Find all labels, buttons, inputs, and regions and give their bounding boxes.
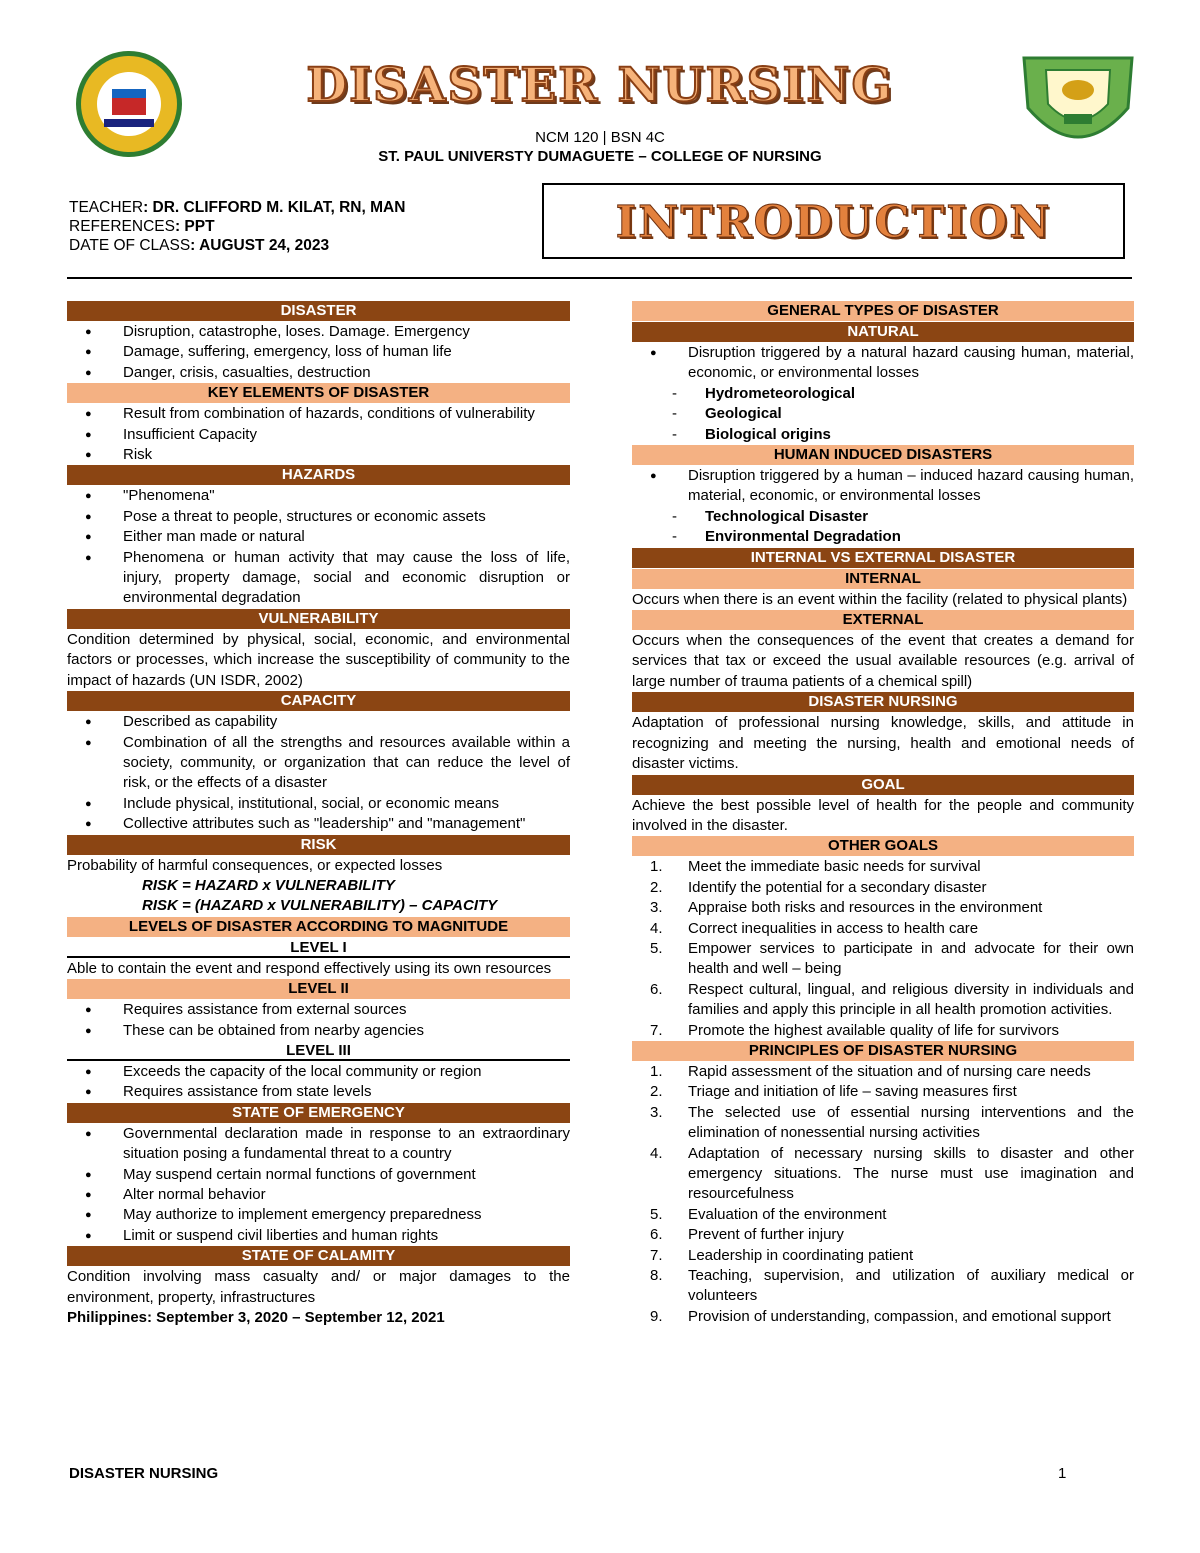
goal-text: Achieve the best possible level of health for the people and community involved in the disaster. <box>632 796 1134 834</box>
list-item: 5. Evaluation of the environment <box>650 1205 887 1223</box>
date-value: AUGUST 24, 2023 <box>199 237 330 254</box>
list-item: 5. Empower services to participate in and advocate for their own health and well – being <box>650 939 1134 978</box>
natural-subtype: - Hydrometeorological <box>632 384 1134 404</box>
human-induced-list <box>632 466 1134 507</box>
list-item: ● Exceeds the capacity of the local community or region <box>67 1062 570 1082</box>
list-item: ● Collective attributes such as "leadership" and "management" <box>67 814 570 834</box>
list-item: ● Phenomena or human activity that may cause the loss of life, injury, property damage, social and economic disruption or environmental degradation <box>67 548 570 609</box>
list-item: ● May authorize to implement emergency preparedness <box>67 1205 570 1225</box>
list-item: ● Risk <box>67 445 570 465</box>
internal-heading: INTERNAL <box>632 569 1134 589</box>
vulnerability-text: Condition determined by physical, social, economic, and environmental factors or processes, which increase the susceptibility of community to the impact of hazards (UN ISDR, 2002) <box>67 630 570 689</box>
section-heading-capacity: CAPACITY <box>67 691 570 711</box>
list-item: ● "Phenomena" <box>67 486 570 506</box>
list-item: ● These can be obtained from nearby agencies <box>67 1021 570 1041</box>
page-number: 1 <box>1058 1465 1067 1482</box>
section-heading-internal-external: INTERNAL VS EXTERNAL DISASTER <box>632 548 1134 568</box>
list-item: ● Disruption, catastrophe, loses. Damage. Emergency <box>67 322 570 342</box>
list-item: 3. The selected use of essential nursing interventions and the elimination of nonessential nursing activities <box>650 1103 1134 1142</box>
level-3-heading: LEVEL III <box>67 1041 570 1061</box>
section-heading-hazards: HAZARDS <box>67 465 570 485</box>
left-column <box>67 301 570 1328</box>
section-heading-goal: GOAL <box>632 775 1134 795</box>
principles-list <box>632 1062 1134 1327</box>
class-info: TEACHER: DR. CLIFFORD M. KILAT, RN, MAN REFERENCES: PPT DATE OF CLASS: AUGUST 24, 2023 <box>69 199 406 254</box>
list-item: 2. Triage and initiation of life – saving measures first <box>650 1083 1017 1101</box>
section-heading-disaster-nursing: DISASTER NURSING <box>632 692 1134 712</box>
header-divider <box>67 277 1132 279</box>
key-elements-list <box>67 404 570 465</box>
risk-text: Probability of harmful consequences, or expected losses <box>67 856 443 874</box>
list-item: ● Include physical, institutional, social, or economic means <box>67 794 570 814</box>
calamity-text: Condition involving mass casualty and/ or major damages to the environment, property, infrastructures <box>67 1268 570 1306</box>
introduction-banner <box>542 183 1125 259</box>
other-goals-list <box>632 857 1134 1041</box>
list-item: ● Either man made or natural <box>67 527 570 547</box>
section-heading-levels: LEVELS OF DISASTER ACCORDING TO MAGNITUDE <box>67 917 570 937</box>
references-value: PPT <box>184 218 215 235</box>
list-item: ● May suspend certain normal functions of government <box>67 1165 570 1185</box>
introduction-title: INTRODUCTION <box>615 197 1052 248</box>
section-heading-risk: RISK <box>67 835 570 855</box>
right-column <box>632 301 1134 1327</box>
list-item: ● Combination of all the strengths and resources available within a society, community, or organization that can reduce the level of risk, or the effects of a disaster <box>67 733 570 794</box>
list-item: 7. Promote the highest available quality of life for survivors <box>650 1021 1060 1039</box>
list-item: ● Requires assistance from external sources <box>67 1000 570 1020</box>
date-label: DATE OF CLASS <box>69 237 191 254</box>
human-subtype: - Technological Disaster <box>632 507 1134 527</box>
list-item: 8. Teaching, supervision, and utilization of auxiliary medical or volunteers <box>650 1267 1134 1305</box>
hazards-list <box>67 486 570 608</box>
internal-text: Occurs when there is an event within the facility (related to physical plants) <box>632 590 1128 608</box>
list-item: ● Disruption triggered by a natural hazard causing human, material, economic, or environmental losses <box>632 343 1134 384</box>
section-heading-other-goals: OTHER GOALS <box>632 836 1134 856</box>
level-3-list <box>67 1062 570 1103</box>
course-subtitle: NCM 120 | BSN 4C <box>535 129 665 146</box>
list-item: 6. Respect cultural, lingual, and religious diversity in individuals and families and apply this principle in all health promotion activities. <box>650 980 1134 1019</box>
list-item: 2. Identify the potential for a secondary disaster <box>650 878 987 896</box>
list-item: ● Danger, crisis, casualties, destruction <box>67 363 570 383</box>
references-label: REFERENCES <box>69 218 175 235</box>
list-item: ● Requires assistance from state levels <box>67 1082 570 1102</box>
level-2-heading: LEVEL II <box>67 979 570 999</box>
list-item: ● Described as capability <box>67 712 570 732</box>
list-item: ● Result from combination of hazards, conditions of vulnerability <box>67 404 570 424</box>
natural-heading: NATURAL <box>632 322 1134 342</box>
school-name: ST. PAUL UNIVERSTY DUMAGUETE – COLLEGE OF NURSING <box>378 148 822 165</box>
natural-subtype: - Biological origins <box>632 425 1134 445</box>
document-title: DISASTER NURSING <box>306 58 894 113</box>
section-heading-vulnerability: VULNERABILITY <box>67 609 570 629</box>
list-item: 9. Provision of understanding, compassion, and emotional support <box>650 1307 1111 1325</box>
natural-list <box>632 343 1134 384</box>
capacity-list <box>67 712 570 834</box>
level-1-text: Able to contain the event and respond effectively using its own resources <box>67 959 552 977</box>
disaster-list <box>67 322 570 383</box>
disaster-nursing-text: Adaptation of professional nursing knowledge, skills, and attitude in recognizing and meeting the nursing, health and emotional needs of disaster victims. <box>632 714 1134 773</box>
section-heading-principles: PRINCIPLES OF DISASTER NURSING <box>632 1041 1134 1061</box>
list-item: 4. Correct inequalities in access to health care <box>650 919 979 937</box>
list-item: ● Alter normal behavior <box>67 1185 570 1205</box>
list-item: 1. Rapid assessment of the situation and of nursing care needs <box>650 1062 1091 1080</box>
section-heading-calamity: STATE OF CALAMITY <box>67 1246 570 1266</box>
section-heading-key-elements: KEY ELEMENTS OF DISASTER <box>67 383 570 403</box>
section-heading-disaster: DISASTER <box>67 301 570 321</box>
list-item: 1. Meet the immediate basic needs for survival <box>650 858 981 876</box>
natural-subtype: - Geological <box>632 404 1134 424</box>
list-item: ● Pose a threat to people, structures or economic assets <box>67 507 570 527</box>
list-item: 4. Adaptation of necessary nursing skills to disaster and other emergency situations. The nurse must use imagination and resourcefulness <box>650 1144 1134 1203</box>
human-induced-heading: HUMAN INDUCED DISASTERS <box>632 445 1134 465</box>
calamity-note: Philippines: September 3, 2020 – September 12, 2021 <box>67 1309 445 1327</box>
section-heading-emergency: STATE OF EMERGENCY <box>67 1103 570 1123</box>
section-heading-general-types: GENERAL TYPES OF DISASTER <box>632 301 1134 321</box>
external-text: Occurs when the consequences of the event that creates a demand for services that tax or exceed the usual available resources (e.g. arrival of large number of trauma patients of a chemical spill) <box>632 632 1134 690</box>
level-2-list <box>67 1000 570 1041</box>
external-heading: EXTERNAL <box>632 610 1134 630</box>
list-item: 7. Leadership in coordinating patient <box>650 1246 914 1264</box>
list-item: ● Insufficient Capacity <box>67 425 570 445</box>
list-item: 3. Appraise both risks and resources in the environment <box>650 899 1043 917</box>
risk-formula-2: RISK = (HAZARD x VULNERABILITY) – CAPACITY <box>142 897 498 915</box>
list-item: ● Damage, suffering, emergency, loss of human life <box>67 342 570 362</box>
risk-formula-1: RISK = HAZARD x VULNERABILITY <box>142 876 395 894</box>
level-1-heading: LEVEL I <box>67 938 570 958</box>
teacher-label: TEACHER <box>69 199 144 216</box>
list-item: ● Limit or suspend civil liberties and human rights <box>67 1226 570 1246</box>
teacher-value: DR. CLIFFORD M. KILAT, RN, MAN <box>152 199 406 216</box>
footer-title: DISASTER NURSING <box>69 1465 219 1482</box>
human-subtype: - Environmental Degradation <box>632 527 1134 547</box>
emergency-list <box>67 1124 570 1246</box>
list-item: ● Governmental declaration made in response to an extraordinary situation posing a fundamental threat to a country <box>67 1124 570 1165</box>
list-item: ● Disruption triggered by a human – induced hazard causing human, material, economic, or environmental losses <box>632 466 1134 507</box>
list-item: 6. Prevent of further injury <box>650 1226 844 1244</box>
